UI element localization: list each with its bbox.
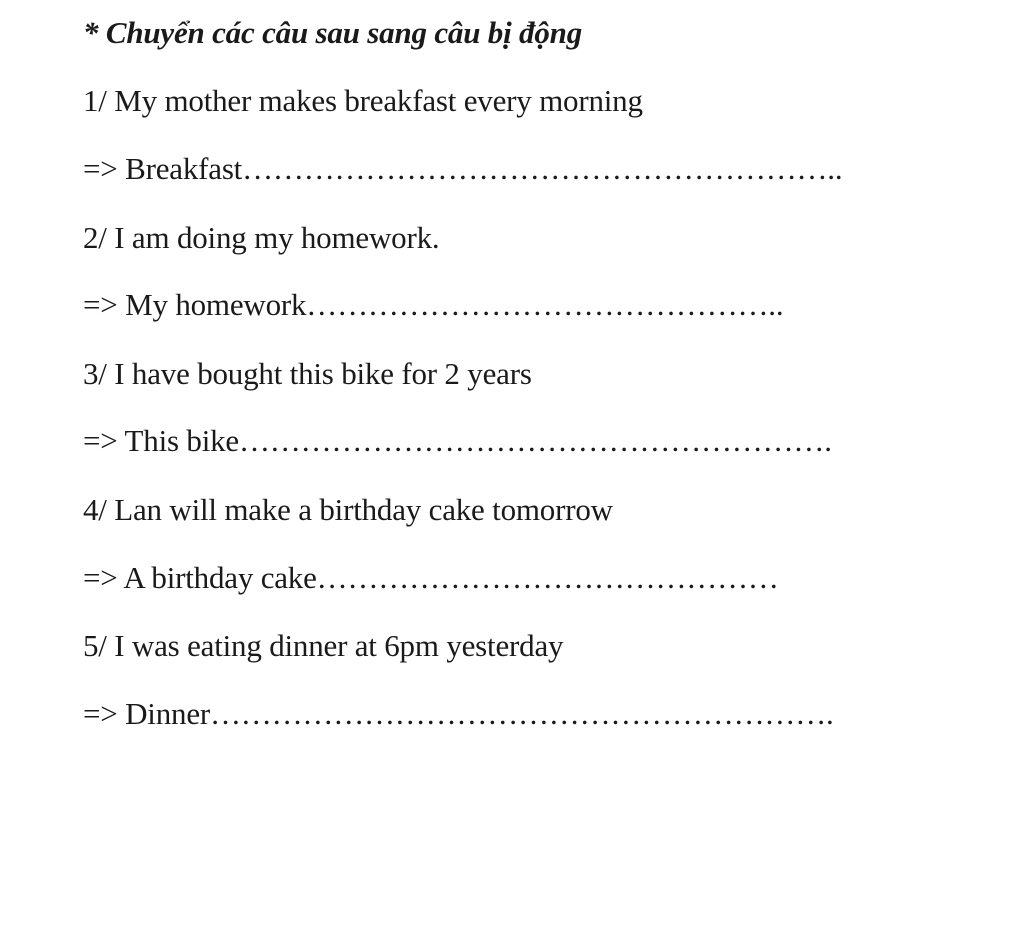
exercise-3-answer-line: => This bike………………………………………………….: [83, 423, 832, 458]
exercise-1-answer-line: => Breakfast…………………………………………………..: [83, 151, 843, 186]
exercise-2-answer-line: => My homework………………………………………..: [83, 287, 784, 322]
exercise-5-answer-line: => Dinner…………………………………………………….: [83, 696, 834, 731]
exercise-4-question: 4/ Lan will make a birthday cake tomorrow: [83, 492, 613, 527]
exercise-2-question: 2/ I am doing my homework.: [83, 220, 440, 255]
exercise-4-answer-line: => A birthday cake………………………………………: [83, 560, 779, 595]
exercise-3-question: 3/ I have bought this bike for 2 years: [83, 356, 532, 391]
exercise-1-question: 1/ My mother makes breakfast every morning: [83, 83, 643, 118]
worksheet-heading: * Chuyển các câu sau sang câu bị động: [83, 15, 582, 50]
exercise-5-question: 5/ I was eating dinner at 6pm yesterday: [83, 628, 564, 663]
